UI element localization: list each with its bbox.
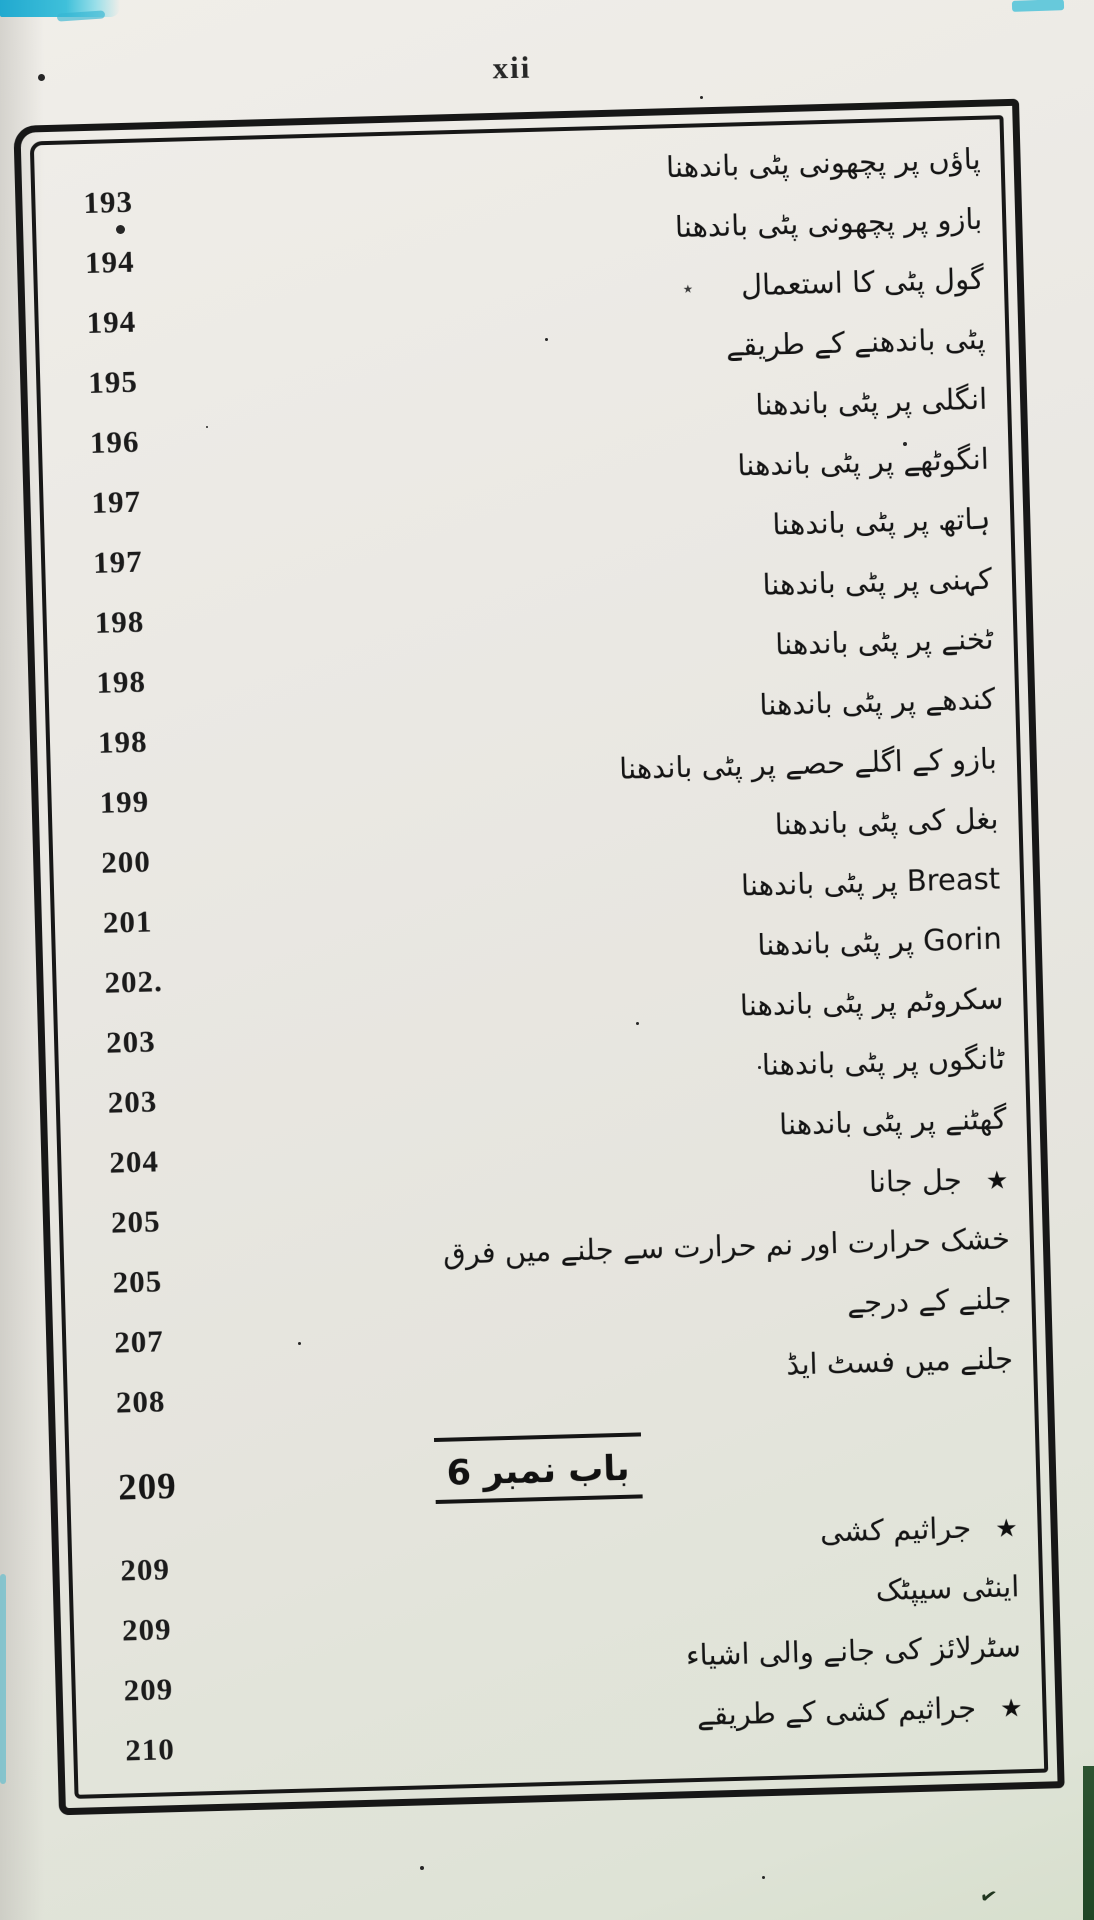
toc-entry-text: جلنے میں فسٹ ایڈ [785, 1341, 1014, 1382]
ink-speck [420, 1866, 424, 1870]
toc-entry-text: انگلی پر پٹی باندھنا [754, 381, 988, 422]
toc-entry-title [820, 1509, 1018, 1549]
toc-entry-text: سٹرلائز کی جانے والی اشیاء [685, 1629, 1022, 1673]
toc-entry-title [696, 1689, 1022, 1733]
page-border-frame [13, 99, 1064, 1816]
toc-entry-title [774, 802, 999, 843]
toc-page-number: 200 [100, 843, 152, 880]
toc-page-number: 197 [92, 543, 144, 580]
toc-entry-text: ہاتھ پر پٹی باندھنا [771, 501, 991, 542]
toc-entry-text: گول پٹی کا استعمال [740, 261, 985, 303]
toc-page-number: 205 [110, 1203, 161, 1240]
toc-page-number: 194 [84, 243, 136, 281]
toc-entry-title [775, 622, 994, 663]
toc-entry-title [772, 502, 991, 543]
toc-entry-text: Breast پر پٹی باندھنا [740, 861, 1001, 903]
star-bullet-icon: ★ [994, 1513, 1019, 1543]
toc-page-number: 209 [121, 1611, 173, 1648]
toc-page-number: 210 [124, 1731, 176, 1768]
star-bullet-icon: ★ [999, 1693, 1023, 1723]
toc-entry-title [869, 1161, 1009, 1200]
toc-page-number: 198 [97, 723, 148, 760]
toc-entry-title [755, 382, 988, 423]
toc-entry-text: کہنی پر پٹی باندھنا [762, 561, 993, 602]
toc-entry-title [666, 142, 981, 185]
toc-page-number: 207 [113, 1323, 165, 1360]
toc-rows [82, 142, 1023, 1774]
toc-entry-title [761, 1041, 1005, 1082]
toc-entry-text: پاؤں پر پچھونی پٹی باندھنا [665, 141, 982, 185]
toc-entry-text: ٹخنے پر پٹی باندھنا [774, 621, 995, 662]
toc-page-number: 198 [94, 603, 145, 640]
toc-entry-title [757, 921, 1002, 962]
toc-entry-title [739, 981, 1003, 1023]
toc-entry-text: بغل کی پٹی باندھنا [774, 801, 999, 842]
toc-entry-title [741, 862, 1001, 904]
scan-edge-cyan-mark-right [1012, 0, 1064, 12]
toc-entry-title [847, 1281, 1012, 1320]
toc-entry-text: کندھے پر پٹی باندھنا [758, 681, 996, 722]
toc-entry-text: اینٹی سیپٹک [875, 1569, 1020, 1608]
toc-entry-text: پٹی باندھنے کے طریقے [725, 321, 986, 363]
toc-entry-text: ٹانگوں پر پٹی باندھنا [761, 1041, 1006, 1083]
page-header-roman-numeral: xii [492, 49, 532, 86]
scan-edge-green-strip [1083, 1766, 1094, 1920]
chapter-heading: باب نمبر 6 [434, 1432, 643, 1504]
toc-entry-title [682, 262, 984, 305]
toc-entry-title [786, 1341, 1014, 1382]
toc-page-number: 197 [91, 483, 142, 520]
star-bullet-icon: ★ [985, 1165, 1009, 1195]
toc-page-number: 209 [123, 1671, 174, 1708]
toc-entry-title [726, 322, 986, 364]
toc-entry-text: جراثیم کشی کے طریقے [696, 1690, 977, 1732]
toc-entry-title [675, 202, 983, 245]
toc-entry-title [759, 682, 996, 723]
toc-page-number: 194 [86, 303, 137, 340]
toc-page-number: 208 [115, 1383, 166, 1420]
toc-page-number: 195 [87, 363, 139, 400]
toc-page-number: 198 [95, 663, 147, 700]
toc-entry-text: Gorin پر پٹی باندھنا [756, 921, 1003, 963]
chapter-page-number: 209 [117, 1465, 178, 1509]
toc-page-number: 203 [107, 1083, 158, 1120]
ink-speck [762, 1876, 765, 1879]
toc-page-number: 203 [105, 1023, 157, 1060]
toc-entry-text: خشک حرارت اور نم حرارت سے جلنے میں فرق [442, 1221, 1011, 1271]
toc-page-number: 209 [119, 1551, 171, 1588]
scan-edge-cyan-left [0, 1574, 6, 1784]
toc-page-number: 202. [104, 963, 164, 1000]
toc-entry-title [737, 442, 989, 484]
toc-entry-text: جلنے کے درجے [846, 1281, 1012, 1320]
toc-entry-title [779, 1101, 1007, 1142]
toc-page-number: 196 [89, 423, 140, 460]
scan-smudge-mark: ✔ [977, 1884, 999, 1910]
toc-page-number: 201 [102, 903, 153, 940]
ink-speck [38, 74, 45, 81]
toc-entry-title [762, 562, 992, 603]
toc-entry-text: انگوٹھے پر پٹی باندھنا [736, 441, 990, 483]
toc-entry-text: سکروٹم پر پٹی باندھنا [739, 981, 1004, 1023]
toc-entry-text: بازو پر پچھونی پٹی باندھنا [674, 201, 983, 245]
small-star-bullet-icon: ٭ [682, 277, 694, 300]
toc-entry-text: جراثیم کشی [819, 1510, 972, 1549]
page-border-inner-rule [30, 115, 1048, 1799]
ink-speck [700, 96, 703, 99]
toc-page-number: 193 [82, 183, 134, 221]
toc-entry-text: بازو کے اگلے حصے پر پٹی باندھنا [618, 741, 998, 786]
toc-page-number: 205 [112, 1263, 163, 1300]
toc-entry-title [875, 1569, 1019, 1608]
toc-page-number: 204 [108, 1143, 160, 1180]
toc-entry-text: جل جانا [868, 1162, 963, 1200]
toc-page-number: 199 [99, 783, 150, 820]
toc-entry-text: گھٹنے پر پٹی باندھنا [778, 1101, 1007, 1142]
